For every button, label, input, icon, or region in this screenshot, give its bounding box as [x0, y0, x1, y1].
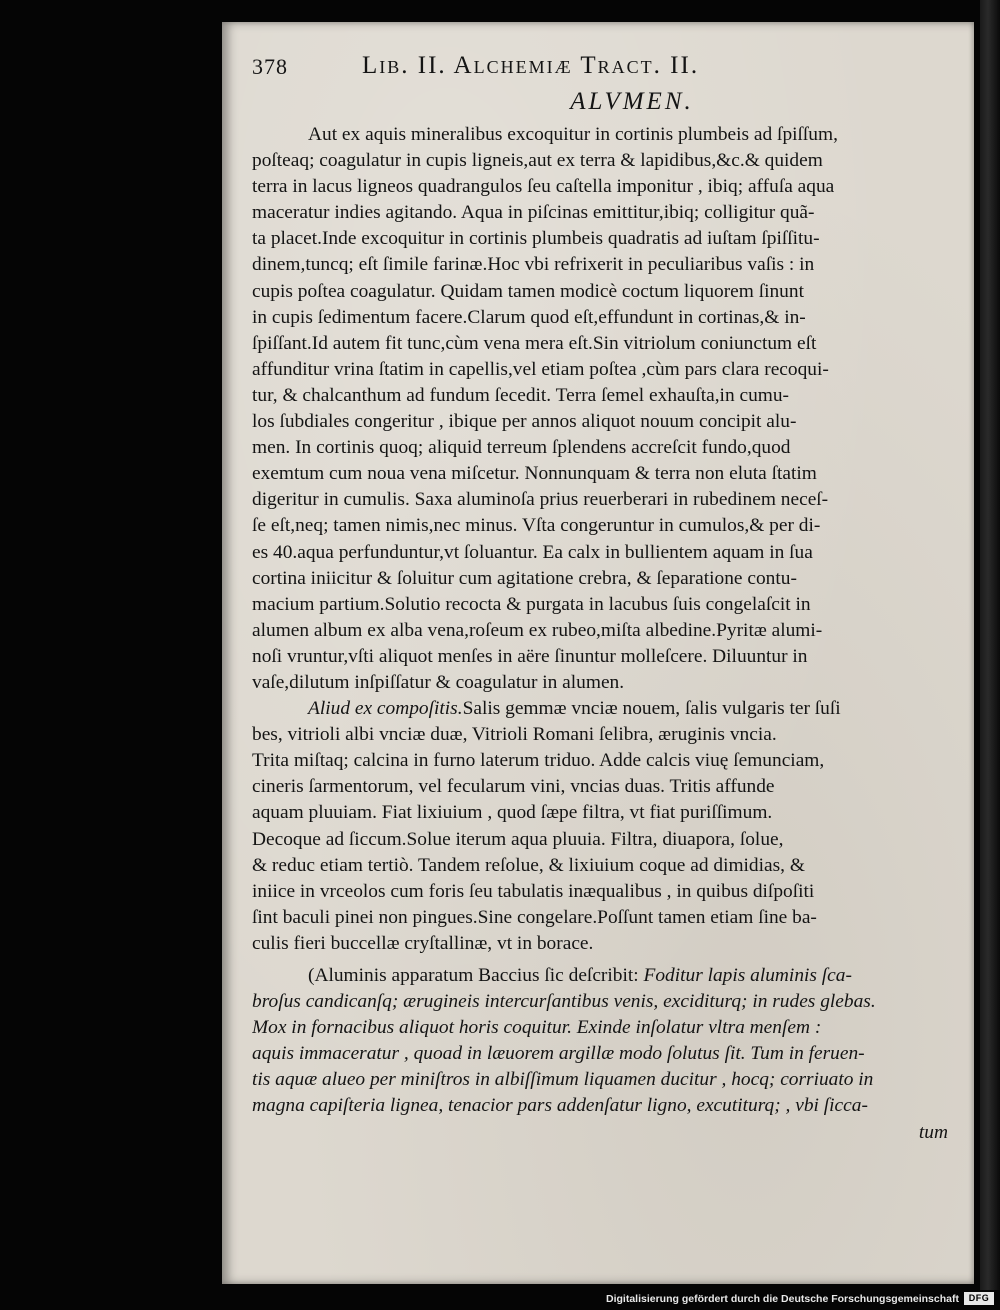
page-content — [252, 52, 952, 1146]
text-run: Salis gemmæ vnciæ nouem, ſalis vulgaris ter ſuſi — [462, 698, 841, 720]
text-line: maceratur indies agitando. Aqua in piſcinas emittitur,ibiq; colligitur quã- — [252, 202, 815, 224]
paragraph-aliud — [252, 696, 952, 957]
digitization-credit: Digitalisierung gefördert durch die Deutsche Forschungsgemeinschaft — [606, 1293, 959, 1305]
text-line: cortina iniicitur & ſoluitur cum agitatione crebra, & ſeparatione contu- — [252, 567, 797, 589]
paragraph-lead: Aliud ex compoſitis. — [308, 698, 463, 720]
text-line: Mox in fornacibus aliquot horis coquitur. Exinde inſolatur vltra menſem : — [252, 1017, 822, 1039]
text-line: affunditur vrina ſtatim in capellis,vel etiam poſtea ,cùm pars clara recoqui- — [252, 358, 829, 380]
text-line: tis aquæ alueo per miniſtros in albiſſimum liquamen ducitur , hocq; corriuato in — [252, 1069, 874, 1091]
text-line: culis fieri buccellæ cryſtallinæ, vt in borace. — [252, 932, 594, 954]
text-line: dinem,tuncq; eſt ſimile farinæ.Hoc vbi refrixerit in peculiaribus vaſis : in — [252, 254, 815, 276]
text-line: los ſubdiales congeritur , ibique per annos aliquot nouum concipit alu- — [252, 411, 797, 433]
section-title: ALVMEN. — [570, 88, 694, 115]
text-line: cineris ſarmentorum, vel fecularum vini, vncias duas. Tritis affunde — [252, 776, 775, 798]
text-line: exemtum cum noua vena miſcetur. Nonnunquam & terra non eluta ſtatim — [252, 463, 817, 485]
running-head — [252, 52, 952, 86]
text-line: vaſe,dilutum inſpiſſatur & coagulatur in alumen. — [252, 671, 625, 693]
text-line: cupis poſtea coagulatur. Quidam tamen modicè coctum liquorem ſinunt — [252, 280, 804, 302]
paragraph-alumen — [252, 122, 952, 696]
text-run: Foditur lapis aluminis ſca- — [638, 965, 852, 986]
text-line: ſint baculi pinei non pingues.Sine congelare.Poſſunt tamen etiam ſine ba- — [252, 906, 817, 928]
text-line: aquam pluuiam. Fiat lixiuium , quod ſæpe filtra, vt fiat puriſſimum. — [252, 802, 773, 824]
text-line: magna capiſteria lignea, tenacior pars addenſatur ligno, excutiturq; , vbi ſicca- — [252, 1095, 868, 1117]
text-line — [252, 696, 952, 722]
text-line: alumen album ex alba vena,roſeum ex rubeo,miſta albedine.Pyritæ alumi- — [252, 619, 823, 641]
text-line: in cupis ſedimentum facere.Clarum quod eſt,effundunt in cortinas,& in- — [252, 306, 806, 328]
text-line: ſe eſt,neq; tamen nimis,nec minus. Vſta congeruntur in cumulos,& per di- — [252, 515, 821, 537]
catchword: tum — [918, 1121, 948, 1143]
page-edge — [980, 0, 1000, 1290]
book-page — [222, 22, 974, 1284]
paragraph-lead: (Aluminis apparatum Baccius ſic deſcribit: — [308, 965, 639, 986]
header-title: Lib. II. Alchemiæ Tract. II. — [362, 52, 700, 79]
text-line: poſteaq; coagulatur in cupis ligneis,aut ex terra & lapidibus,&c.& quidem — [252, 150, 823, 172]
text-line: bes, vitrioli albi vnciæ duæ, Vitrioli Romani ſelibra, æruginis vncia. — [252, 724, 777, 746]
text-line: broſus candicanſq; ærugineis intercurſantibus venis, exciditurq; in rudes glebas. — [252, 991, 876, 1013]
text-line: digeritur in cumulis. Saxa aluminoſa prius reuerberari in rubedinem neceſ- — [252, 489, 829, 511]
text-line: noſi vruntur,vſti aliquot menſes in aëre ſinuntur molleſcere. Diluuntur in — [252, 645, 808, 667]
text-line: macium partium.Solutio recocta & purgata in lacubus ſuis congelaſcit in — [252, 593, 811, 615]
text-line: iniice in vrceolos cum foris ſeu tabulatis inæqualibus , in quibus diſpoſiti — [252, 880, 815, 902]
text-line: men. In cortinis quoq; aliquid terreum ſplendens accreſcit fundo,quod — [252, 437, 791, 459]
paragraph-baccius — [252, 963, 952, 1146]
text-line — [252, 963, 952, 989]
text-line: ſpiſſant.Id autem fit tunc,cùm vena mera eſt.Sin vitriolum coniunctum eſt — [252, 332, 817, 354]
text-line: Aut ex aquis mineralibus excoquitur in cortinis plumbeis ad ſpiſſum, — [308, 124, 838, 145]
text-line: & reduc etiam tertiò. Tandem reſolue, & lixiuium coque ad dimidias, & — [252, 854, 805, 876]
text-line: ta placet.Inde excoquitur in cortinis plumbeis quadratis ad iuſtam ſpiſſitu- — [252, 228, 820, 250]
dfg-logo: DFG — [964, 1292, 994, 1305]
text-line: Decoque ad ſiccum.Solue iterum aqua pluuia. Filtra, diuapora, ſolue, — [252, 828, 784, 850]
page-number: 378 — [252, 54, 288, 79]
text-line: terra in lacus ligneos quadrangulos ſeu caſtella imponitur , ibiq; affuſa aqua — [252, 176, 835, 198]
text-line: es 40.aqua perfunduntur,vt ſoluantur. Ea calx in bullientem aquam in ſua — [252, 541, 813, 563]
text-line: aquis immaceratur , quoad in læuorem argillæ modo ſolutus ſit. Tum in feruen- — [252, 1043, 865, 1065]
text-line: tur, & chalcanthum ad fundum ſecedit. Terra ſemel exhauſta,in cumu- — [252, 384, 790, 406]
text-line: Trita miſtaq; calcina in furno laterum triduo. Adde calcis viuę ſemunciam, — [252, 750, 825, 772]
